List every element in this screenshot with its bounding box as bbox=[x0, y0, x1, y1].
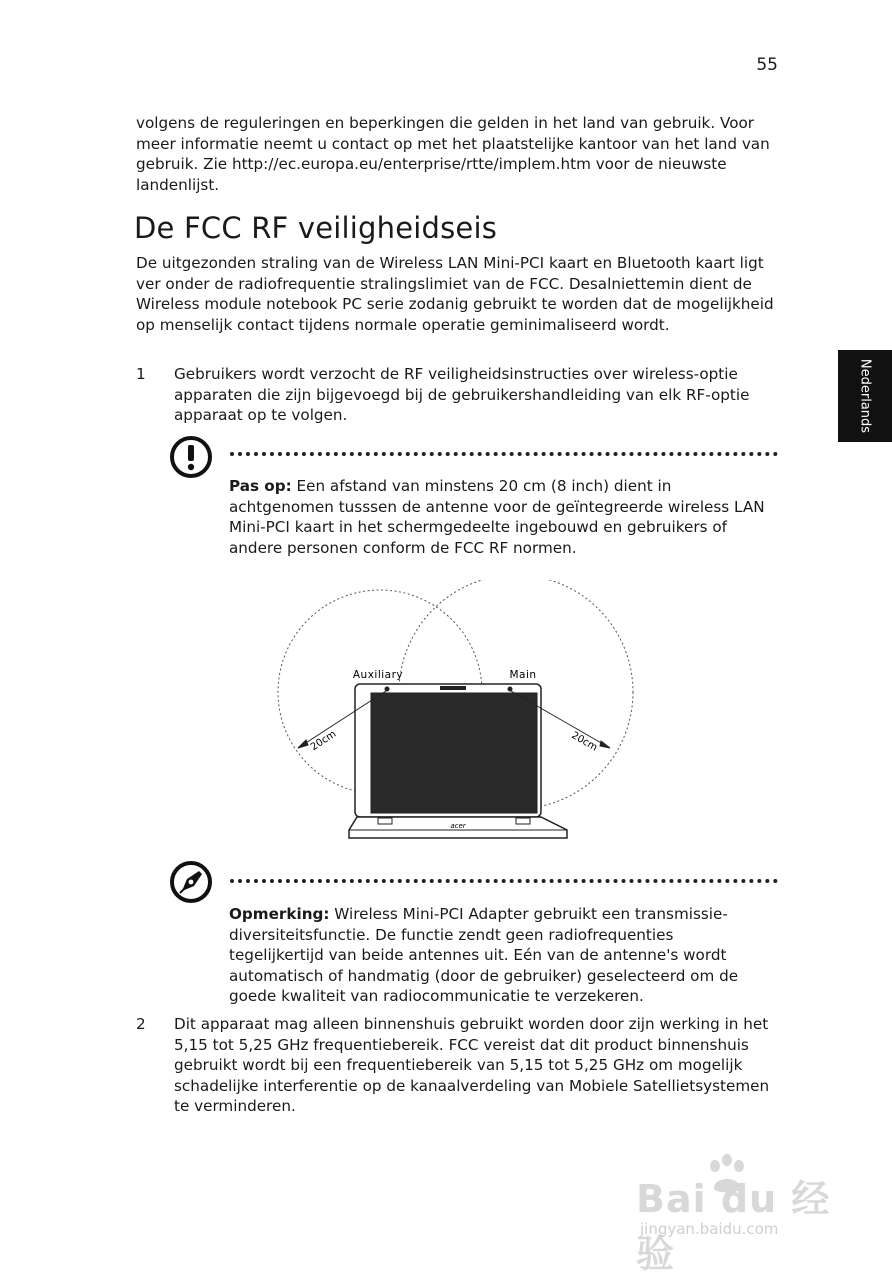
remark-note bbox=[229, 904, 769, 1007]
section-paragraph: De uitgezonden straling van de Wireless LAN Mini-PCI kaart en Bluetooth kaart ligt ver onder de radiofrequentie stralingslimiet van de FCC. Desalniettemin dient de Wireless module notebook PC serie zodanig gebruikt te worden dat de mogelijkheid op menselijk contact tijdens normale operatie geminimaliseerd wordt. bbox=[136, 254, 774, 334]
distance-label-left: 20cm bbox=[308, 728, 339, 754]
intro-paragraph: volgens de reguleringen en beperkingen die gelden in het land van gebruik. Voor meer informatie neemt u contact op met het plaatstelijke kantoor van het land van gebruik. Zie http://ec.europa.eu/enterprise/rtte/implem.htm voor de nieuwste landenlijst. bbox=[136, 114, 770, 194]
laptop-logo: acer bbox=[450, 822, 466, 830]
antenna-diagram bbox=[270, 580, 640, 850]
list-number: 1 bbox=[136, 365, 146, 383]
laptop-illustration bbox=[349, 684, 567, 838]
caution-text: Een afstand van minstens 20 cm (8 inch) dient in achtgenomen tusssen de antenne voor de geïntegreerde wireless LAN Mini-PCI kaart in het schermgedeelte ingebouwd en gebruikers of andere personen conform de FCC RF normen. bbox=[229, 477, 765, 557]
caution-note bbox=[229, 476, 769, 558]
auxiliary-antenna bbox=[385, 687, 390, 692]
list-text: Gebruikers wordt verzocht de RF veiligheidsinstructies over wireless-optie apparaten die zijn bijgevoegd bij de gebruikershandleiding van elk RF-optie apparaat op te volgen. bbox=[174, 365, 750, 425]
main-antenna bbox=[508, 687, 513, 692]
auxiliary-label: Auxiliary bbox=[352, 669, 404, 681]
caution-label: Pas op: bbox=[229, 477, 292, 495]
list-number: 2 bbox=[136, 1015, 146, 1033]
watermark-url: jingyan.baidu.com bbox=[640, 1220, 779, 1238]
list-text: Dit apparaat mag alleen binnenshuis gebruikt worden door zijn werking in het 5,15 tot 5,25 GHz frequentiebereik. FCC vereist dat dit product binnenshuis gebruikt wordt bij een frequentiebereik van 5,15 tot 5,25 GHz om mogelijk schadelijke interferentie op de kanaalverdeling van Mobiele Satellietsystemen te verminderen. bbox=[174, 1015, 770, 1116]
main-label: Main bbox=[509, 669, 537, 681]
remark-text: Wireless Mini-PCI Adapter gebruikt een transmissie-diversiteitsfunctie. De functie zendt geen radiofrequenties tegelijkertijd van beide antennes uit. Eén van de antenne's wordt automatisch of handmatig (door de gebruiker) geselecteerd om de goede kwaliteit van radiocommunicatie te verzekeren. bbox=[229, 905, 739, 1006]
language-tab-label: Nederlands bbox=[857, 358, 873, 434]
page-number: 55 bbox=[756, 55, 778, 75]
note-divider bbox=[230, 879, 778, 883]
watermark bbox=[636, 1150, 841, 1276]
section-title: De FCC RF veiligheidseis bbox=[134, 211, 498, 245]
watermark-logo: Bai du 经验 bbox=[636, 1177, 831, 1276]
note-divider bbox=[230, 452, 778, 456]
distance-label-right: 20cm bbox=[569, 730, 600, 754]
pen-note-icon bbox=[168, 859, 214, 905]
remark-label: Opmerking: bbox=[229, 905, 330, 923]
language-tab bbox=[838, 350, 892, 442]
caution-icon bbox=[168, 434, 214, 480]
